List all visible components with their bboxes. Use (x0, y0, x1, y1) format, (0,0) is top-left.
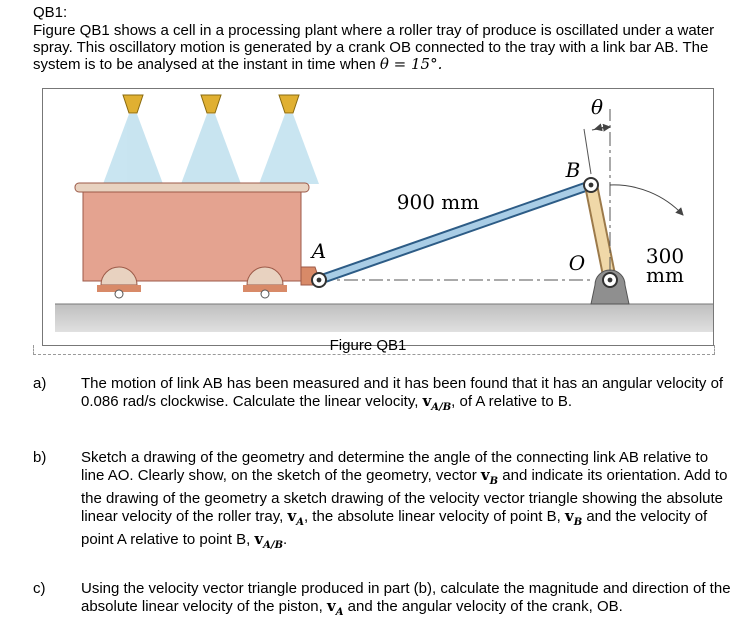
question-heading: QB1: (33, 4, 68, 21)
label-a: A (311, 239, 327, 263)
dimension-ab: 900 mm (396, 190, 480, 214)
label-b: B (565, 158, 581, 182)
dimension-ob-unit: mm (646, 263, 684, 287)
water-spray (103, 114, 319, 184)
mechanism-diagram (43, 89, 713, 345)
question-b-text: Sketch a drawing of the geometry and determine the angle of the connecting link AB relative to line AO. Clearly show, on the sketch of the geometry, vector $v_B$ and indicate its orientation. Add to the drawing of the geometry a sketch drawing of the velocity vector triangle showing the absolute linear velocity of the roller tray, $v_A$, the absolute linear velocity of point B, $v_B$ and the velocity of point A relative to point B, $v_{A/B}$. (81, 449, 728, 551)
question-c-text: Using the velocity vector triangle produced in part (b), calculate the magnitude and direction of the absolute linear velocity of the piston, $v_A$ and the angular velocity of the crank, OB. (81, 580, 731, 618)
intro-text: Figure QB1 shows a cell in a processing plant where a roller tray of produce is oscillated under a water spray. This oscillatory motion is generated by a crank OB connected to the tray with a link bar AB. The system is to be analysed at the instant in time when (33, 22, 715, 73)
figure-qb1 (42, 88, 714, 346)
label-o: O (568, 251, 586, 275)
question-b-marker: b) (33, 449, 47, 466)
label-theta: θ (590, 95, 604, 119)
question-c-marker: c) (33, 580, 46, 597)
dimension-ob-value: 300 (645, 244, 685, 268)
intro-paragraph (33, 22, 723, 73)
figure-caption: Figure QB1 (329, 337, 407, 354)
ground (55, 304, 713, 332)
question-a-marker: a) (33, 375, 47, 392)
question-a-text: The motion of link AB has been measured and it has been found that it has an angular velocity of 0.086 rad/s clockwise. Calculate the linear velocity, $v_{A/B}$, of A relative to B. (81, 375, 724, 413)
theta-equation: θ = 15°. (379, 55, 443, 73)
spray-nozzles (123, 95, 299, 113)
crank-radius-arc (610, 185, 683, 215)
tray-lip (75, 183, 309, 192)
